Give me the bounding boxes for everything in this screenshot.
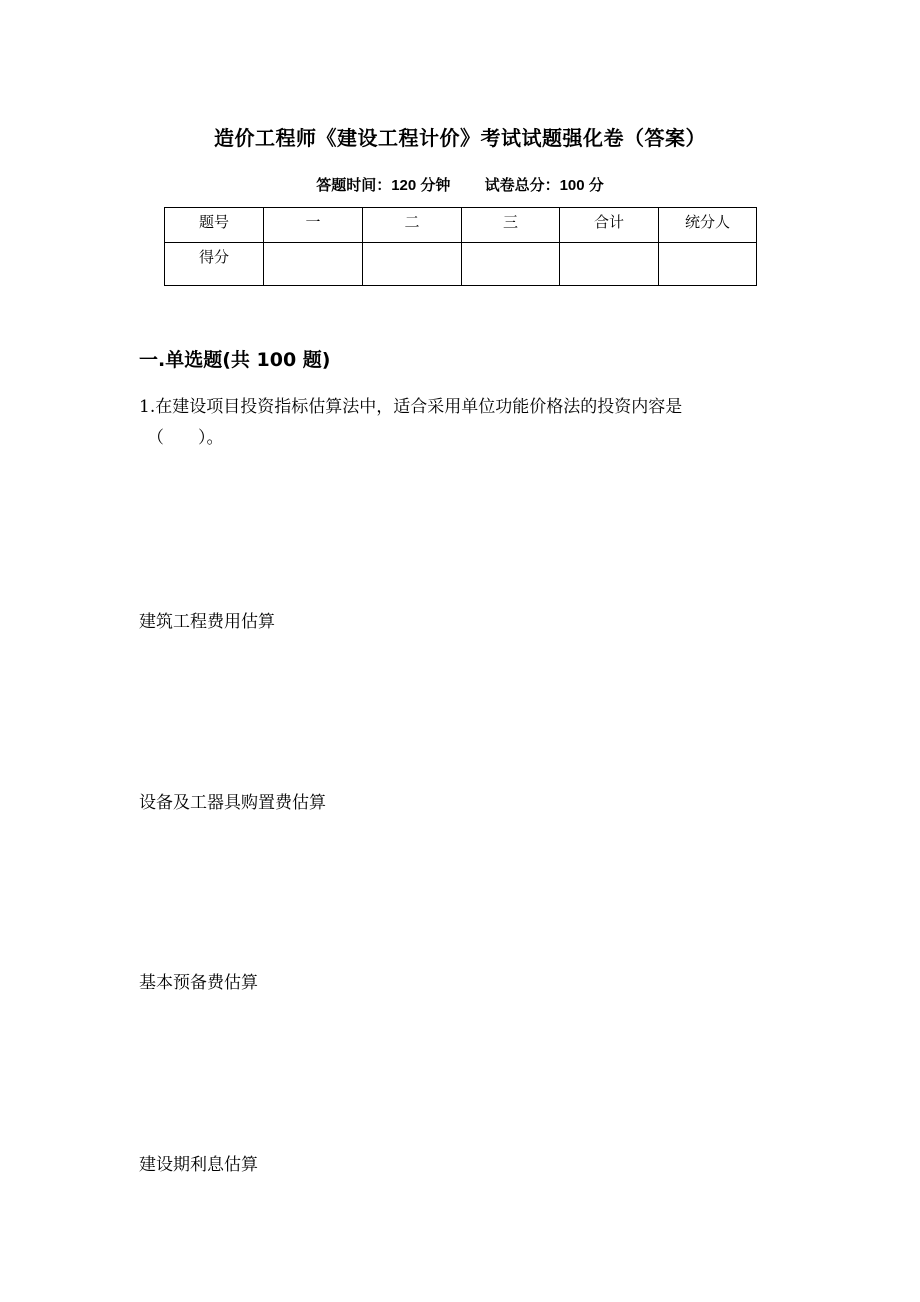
exam-meta: [0, 174, 920, 195]
option-b: 设备及工器具购置费估算: [139, 793, 326, 813]
score-cell: [659, 243, 757, 286]
section-title: 一.单选题(共 100 题): [139, 349, 331, 371]
score-row-label: 得分: [165, 243, 264, 286]
option-d: 建设期利息估算: [139, 1155, 258, 1175]
question-text: 1.在建设项目投资指标估算法中，适合采用单位功能价格法的投资内容是: [139, 397, 683, 417]
score-table-header: 二: [363, 208, 462, 243]
option-c: 基本预备费估算: [139, 973, 258, 993]
score-table-header: 合计: [560, 208, 659, 243]
score-table-header: 一: [264, 208, 363, 243]
score-cell: [560, 243, 659, 286]
score-table-score-row: [165, 243, 757, 286]
score-cell: [462, 243, 560, 286]
option-a: 建筑工程费用估算: [139, 612, 275, 632]
score-table-header-row: [165, 208, 757, 243]
score-table-header: 统分人: [659, 208, 757, 243]
question-1: [139, 392, 799, 454]
total-score-label: 试卷总分：100 分: [484, 177, 604, 194]
score-table-header: 三: [462, 208, 560, 243]
document-title: 造价工程师《建设工程计价》考试试题强化卷（答案）: [214, 126, 706, 150]
time-label: 答题时间：120 分钟: [316, 177, 451, 194]
score-table: [164, 207, 757, 286]
question-blank: （ ）。: [147, 428, 224, 448]
score-cell: [264, 243, 363, 286]
score-cell: [363, 243, 462, 286]
score-table-header: 题号: [165, 208, 264, 243]
